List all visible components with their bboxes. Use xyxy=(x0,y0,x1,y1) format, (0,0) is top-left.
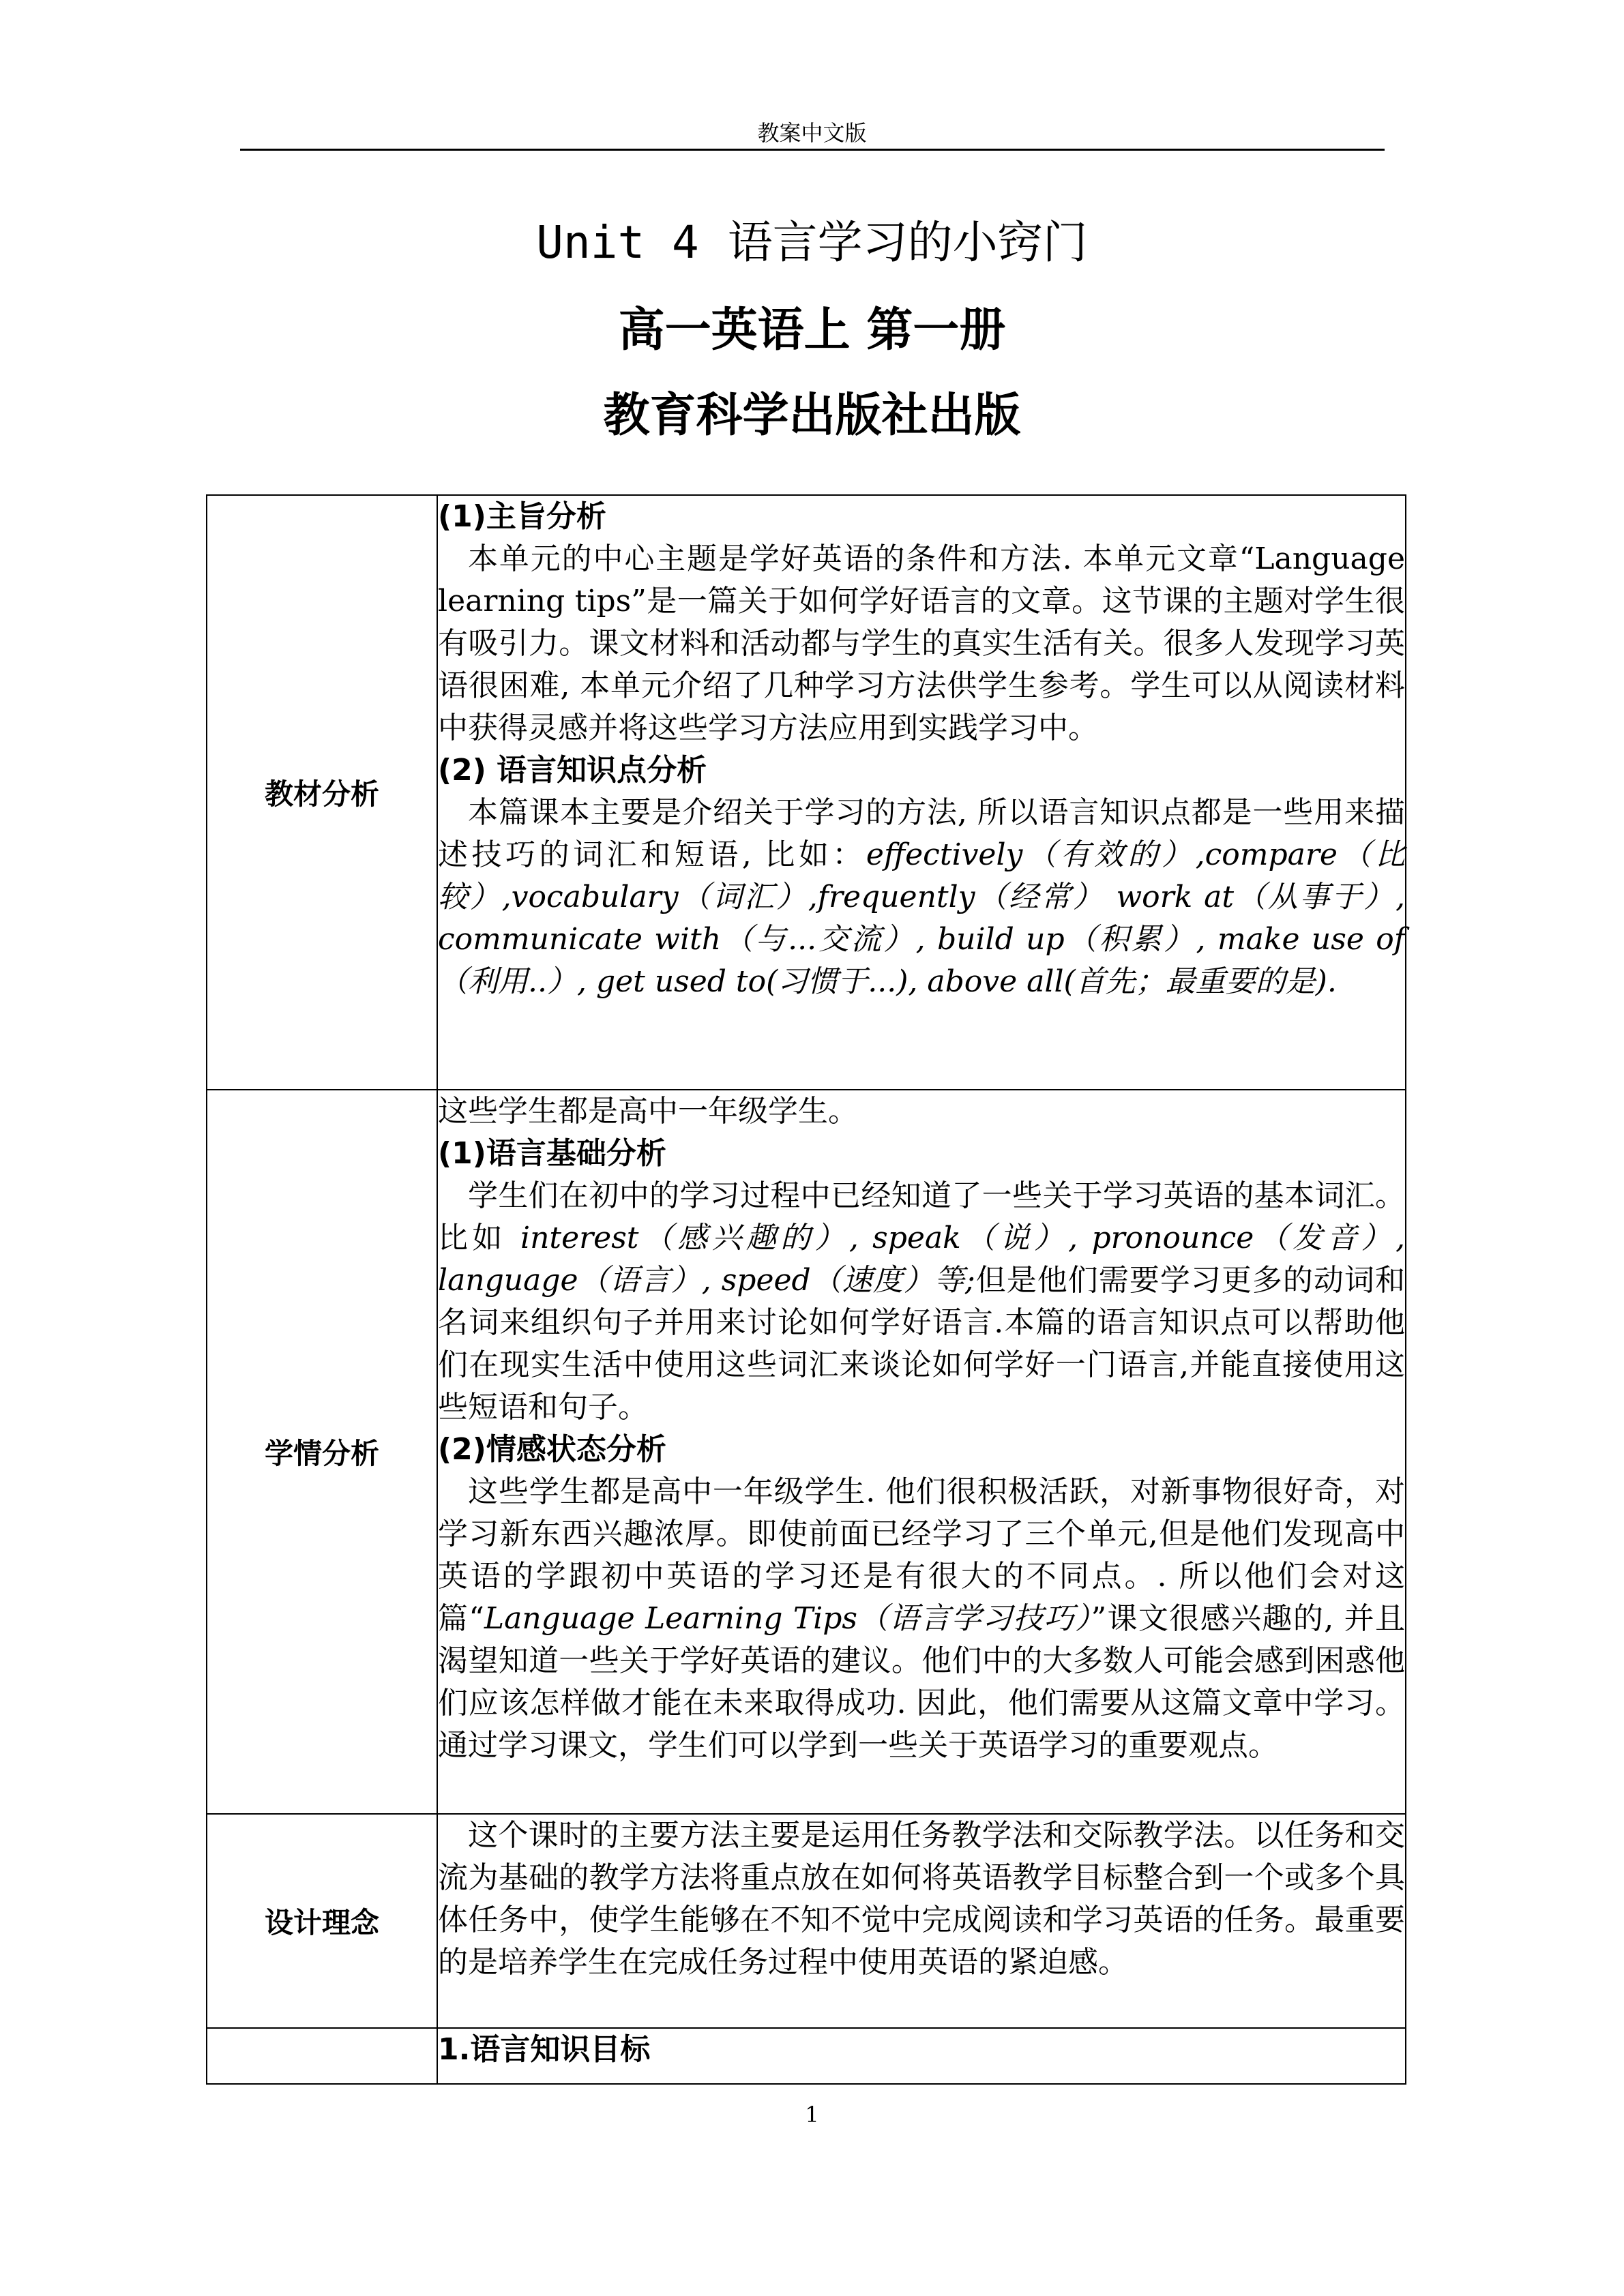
vocabulary-list: interest（感兴趣的）, speak（说）, pronounce（发音）, language（语言）, speed（速度）等; xyxy=(438,1221,1405,1298)
table-row-objectives xyxy=(207,2028,1406,2084)
page-number: 1 xyxy=(805,2102,819,2128)
subheading: (2)情感状态分析 xyxy=(438,1432,666,1467)
paragraph-text: 学生们在初中的学习过程中已经知道了一些关于学习英语的基本词汇。比如 xyxy=(438,1178,1405,1255)
paragraph xyxy=(438,792,1405,1003)
row-content xyxy=(437,495,1406,1090)
row-content xyxy=(437,1814,1406,2028)
paragraph xyxy=(438,1471,1405,1767)
subheading: (1)主旨分析 xyxy=(438,499,606,534)
row-label: 教材分析 xyxy=(207,495,437,1090)
paragraph-text: ”课文很感兴趣的, 并且渴望知道一些关于学好英语的建议。他们中的大多数人可能会感到困惑他们应该怎样做才能在未来取得成功. 因此，他们需要从这篇文章中学习。通过学习课文，学生们可以学到一些关于英语学习的重要观点。 xyxy=(438,1601,1405,1763)
table-row-student-analysis xyxy=(207,1090,1406,1814)
table-row-textbook-analysis xyxy=(207,495,1406,1090)
paragraph-text: 这些学生都是高中一年级学生. 他们很积极活跃，对新事物很好奇，对学习新东西兴趣浓厚。即使前面已经学习了三个单元,但是他们发现高中英语的学跟初中英语的学习还是有很大的不同点。. 所以他们会对这篇“ xyxy=(438,1474,1405,1636)
row-label xyxy=(207,2028,437,2084)
header-rule xyxy=(240,149,1385,151)
article-title: Language Learning Tips（语言学习技巧） xyxy=(484,1601,1091,1636)
subheading: (2) 语言知识点分析 xyxy=(438,753,707,788)
row-label: 设计理念 xyxy=(207,1814,437,2028)
paragraph-text: 但是他们需要学习更多的动词和名词来组织句子并用来讨论如何学好语言.本篇的语言知识点可以帮助他们在现实生活中使用这些词汇来谈论如何学好一门语言,并能直接使用这些短语和句子。 xyxy=(438,1263,1406,1425)
table-row-design-concept xyxy=(207,1814,1406,2028)
title-unit-name: 语言学习的小窍门 xyxy=(727,216,1088,269)
subheading: (1)语言基础分析 xyxy=(438,1136,666,1171)
title-unit xyxy=(0,206,1624,271)
paragraph: 这些学生都是高中一年级学生。 xyxy=(438,1094,858,1129)
title-unit-number: Unit 4 xyxy=(536,216,699,269)
title-book: 高一英语上 第一册 xyxy=(618,303,1006,357)
lesson-plan-table xyxy=(206,494,1406,2085)
paragraph: 本单元的中心主题是学好英语的条件和方法. 本单元文章“Language learning tips”是一篇关于如何学好语言的文章。这节课的主题对学生很有吸引力。课文材料和活动都与学生的真实生活有关。很多人发现学习英语很困难, 本单元介绍了几种学习方法供学生参考。学生可以从阅读材料中获得灵感并将这些学习方法应用到实践学习中。 xyxy=(438,541,1405,745)
row-label: 学情分析 xyxy=(207,1090,437,1814)
paragraph: 这个课时的主要方法主要是运用任务教学法和交际教学法。以任务和交流为基础的教学方法将重点放在如何将英语教学目标整合到一个或多个具体任务中，使学生能够在不知不觉中完成阅读和学习英语的任务。最重要的是培养学生在完成任务过程中使用英语的紧迫感。 xyxy=(438,1818,1405,1980)
row-content xyxy=(437,2028,1406,2084)
subheading: 1.语言知识目标 xyxy=(438,2032,651,2067)
paragraph-text: 本篇课本主要是介绍关于学习的方法, 所以语言知识点都是一些用来描述技巧的词汇和短语, 比如： xyxy=(438,795,1405,872)
title-publisher: 教育科学出版社出版 xyxy=(603,389,1021,443)
running-header: 教案中文版 xyxy=(757,120,867,146)
row-content xyxy=(437,1090,1406,1814)
paragraph xyxy=(438,1175,1405,1429)
vocabulary-list: effectively（有效的）,compare（比较）,vocabulary（词汇）,frequently（经常） work at（从事于）, communicate with（与...交流）, build up（积累）, make use of（利用..）, get used to(习惯于...), above all(首先；最重要的是). xyxy=(438,837,1405,999)
